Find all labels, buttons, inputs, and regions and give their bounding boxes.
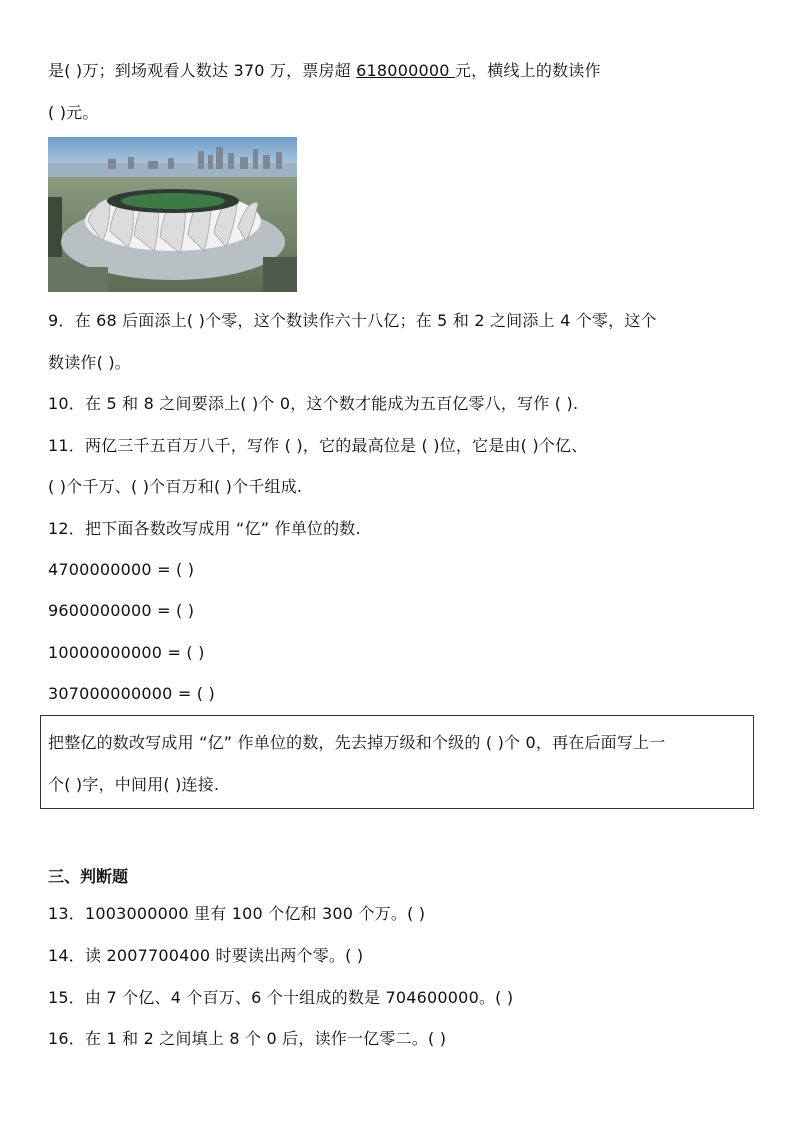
method-tip-line-2: 个( )字，中间用( )连接. bbox=[48, 775, 220, 794]
question-13: 13．1003000000 里有 100 个亿和 300 个万。( ) bbox=[48, 904, 426, 923]
question-12-title: 12．把下面各数改写成用 “亿” 作单位的数. bbox=[48, 519, 361, 538]
question-9-line-2: 数读作( )。 bbox=[48, 353, 131, 372]
intro-line-2: ( )元。 bbox=[48, 103, 99, 122]
question-12-item-2: 9600000000 = ( ) bbox=[48, 601, 195, 620]
question-11-line-1: 11．两亿三千五百万八千，写作 ( )，它的最高位是 ( )位，它是由( )个亿、 bbox=[48, 436, 588, 455]
stadium-photo bbox=[48, 137, 297, 292]
question-10: 10．在 5 和 8 之间要添上( )个 0，这个数才能成为五百亿零八，写作 ( ). bbox=[48, 394, 579, 413]
question-15: 15．由 7 个亿、4 个百万、6 个十组成的数是 704600000。( ) bbox=[48, 988, 514, 1007]
question-14: 14．读 2007700400 时要读出两个零。( ) bbox=[48, 946, 364, 965]
question-12-item-4: 307000000000 = ( ) bbox=[48, 684, 215, 703]
stadium-image-icon bbox=[48, 137, 297, 292]
question-9-line-1: 9．在 68 后面添上( )个零，这个数读作六十八亿；在 5 和 2 之间添上 4 个零，这个 bbox=[48, 311, 657, 330]
section-title-judgement: 三、判断题 bbox=[48, 867, 129, 886]
intro-line-1 bbox=[48, 61, 601, 81]
intro-text-b: 元，横线上的数读作 bbox=[454, 61, 601, 80]
box-office-number: 618000000 bbox=[356, 61, 455, 80]
question-12-item-3: 10000000000 = ( ) bbox=[48, 643, 205, 662]
intro-text-a: 是( )万；到场观看人数达 370 万，票房超 bbox=[48, 61, 357, 80]
question-12-item-1: 4700000000 = ( ) bbox=[48, 560, 195, 579]
question-16: 16．在 1 和 2 之间填上 8 个 0 后，读作一亿零二。( ) bbox=[48, 1029, 447, 1048]
method-tip-line-1: 把整亿的数改写成用 “亿” 作单位的数，先去掉万级和个级的 ( )个 0，再在后面写上一 bbox=[48, 733, 666, 752]
question-11-line-2: ( )个千万、( )个百万和( )个千组成. bbox=[48, 477, 303, 496]
